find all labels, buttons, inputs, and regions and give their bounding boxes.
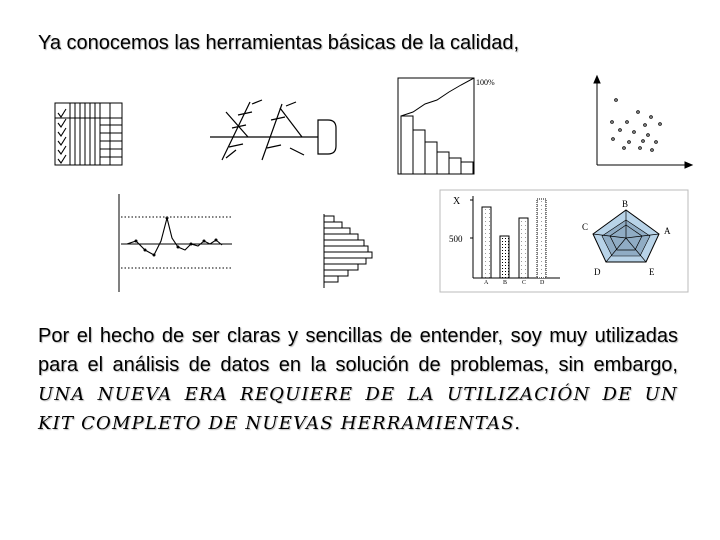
control-chart-icon <box>119 194 232 292</box>
bar-chart-cat-c: C <box>522 280 527 286</box>
radar-label-c: C <box>582 222 589 232</box>
bar-chart-cat-a: A <box>484 280 489 286</box>
radar-label-a: A <box>664 226 671 236</box>
bar-chart-y-label-x: X <box>453 196 461 207</box>
radar-label-d: D <box>594 267 601 277</box>
slide-title: Ya conocemos las herramientas básicas de la calidad, <box>38 32 519 54</box>
pareto-chart-icon <box>398 78 495 174</box>
check-sheet-icon <box>55 103 122 165</box>
body-paragraph <box>38 322 678 438</box>
fishbone-diagram-icon <box>210 100 336 160</box>
bar-d <box>537 199 546 278</box>
radar-label-e: E <box>649 267 655 277</box>
histogram-icon <box>324 214 372 288</box>
bar-c <box>519 218 528 278</box>
bar-chart-y-label-500: 500 <box>449 234 463 244</box>
body-normal-text: Por el hecho de ser claras y sencillas de entender, soy muy utilizadas para el análisis de datos en la solución de problemas, sin embargo, <box>38 325 678 376</box>
radar-label-b: B <box>622 199 629 209</box>
bar-b <box>500 236 509 278</box>
bar-a <box>482 207 491 278</box>
radar-chart-icon <box>582 199 671 277</box>
bar-chart-cat-d: D <box>540 280 545 286</box>
pareto-percent-label: 100% <box>476 78 495 87</box>
body-emphasis-text: UNA NUEVA ERA REQUIERE DE LA UTILIZACIÓN DE UN KIT COMPLETO DE NUEVAS HERRAMIENTAS. <box>38 384 678 434</box>
scatter-diagram-icon <box>594 76 692 168</box>
bar-chart-cat-b: B <box>503 280 508 286</box>
